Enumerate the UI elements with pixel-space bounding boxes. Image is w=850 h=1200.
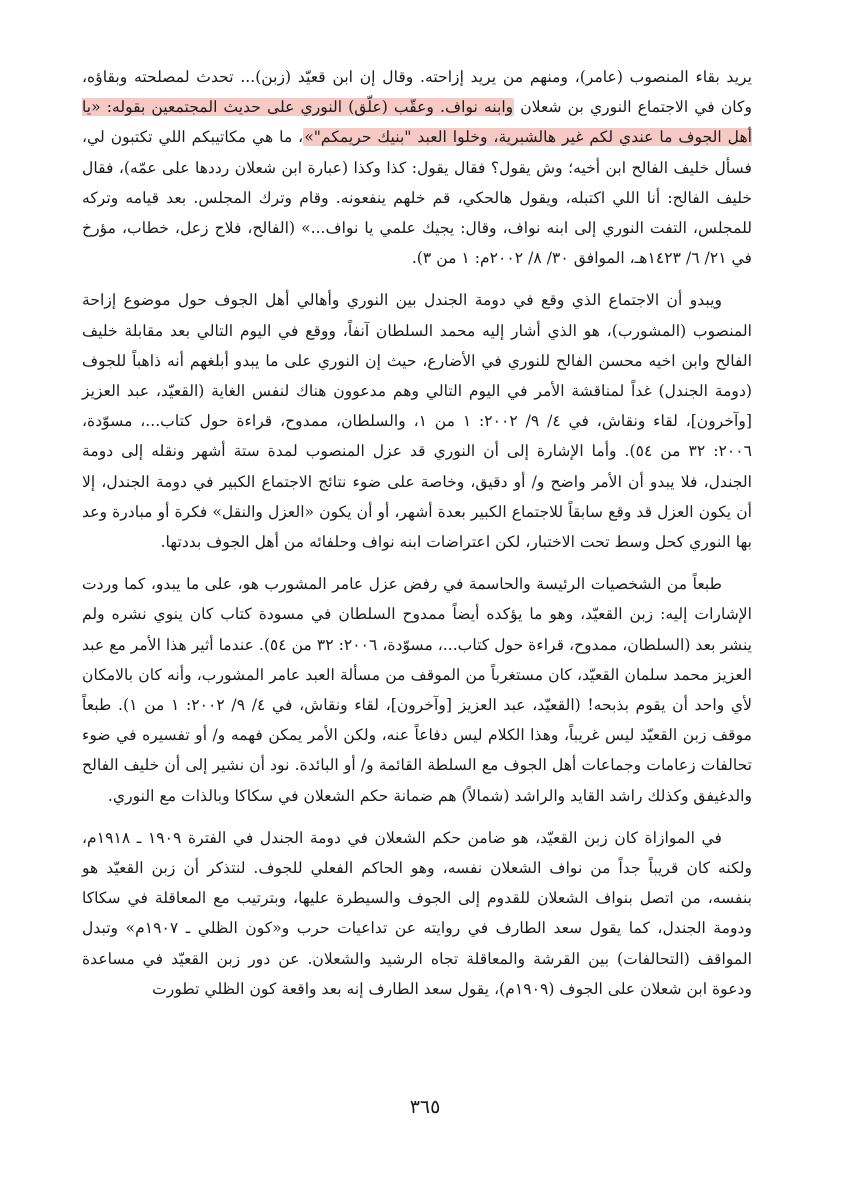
paragraph-4: في الموازاة كان زبن القعيّد، هو ضامن حكم الشعلان في دومة الجندل في الفترة ١٩٠٩ ـ ١٩١٨م، ولكنه كان قريباً جداً من نواف الشعلان نفسه، وهو الحاكم الفعلي للجوف. لنتذكر أن زبن القعيّد هو بنفسه، من اتصل بنواف الشعلان للقدوم إلى الجوف والسيطرة عليها، وبترتيب مع المعاقلة في سكاكا ودومة الجندل، كما يقول سعد الطارف في روايته عن تداعيات حرب و«كون الظلي ـ ١٩٠٧م» وتبدل المواقف (التحالفات) بين القرشة والمعاقلة تجاه الرشيد والشعلان. عن دور زبن القعيّد في مساعدة ودعوة ابن شعلان على الجوف (١٩٠٩م)، يقول سعد الطارف إنه بعد واقعة كون الظلي تطورت	[82, 828, 752, 998]
page-body	[82, 62, 752, 1016]
paragraph-1-text-start: يريد بقاء المنصوب (عامر)، ومنهم من يريد إزاحته. وقال إن ابن قعيّد (زبن)... تحدث لمصلحته وبقاؤه، وكان في الاجتماع النوري بن شعلان	[82, 68, 752, 117]
paragraph-2: ويبدو أن الاجتماع الذي وقع في دومة الجندل بين النوري وأهالي أهل الجوف حول موضوع إزاحة المنصوب (المشورب)، هو الذي أشار إليه محمد السلطان آنفاً، ووقع في اليوم التالي بعد مقابلة خليف الفالح وابن اخيه محسن الفالح للنوري في الأضارع، حيث إن النوري على ما يبدو أبلغهم أنه ذاهباً للجوف (دومة الجندل) غداً لمناقشة الأمر في اليوم التالي وهم مدعوون هناك لنفس الغاية (القعيّد، عبد العزيز [وآخرون]، لقاء ونقاش، في ٤/ ٩/ ٢٠٠٢: ١ من ١، والسلطان، ممدوح، قراءة حول كتاب...، مسوّدة، ٢٠٠٦: ٣٢ من ٥٤). وأما الإشارة إلى أن النوري قد عزل المنصوب لمدة ستة أشهر ونقله إلى دومة الجندل، فلا يبدو أن الأمر واضح و/ أو دقيق، وخاصة على ضوء نتائج الاجتماع الكبير في دومة الجندل، إلا أن يكون العزل قد وقع سابقاً للاجتماع الكبير بعدة أشهر، أو أن يكون «العزل والنقل» فكرة أو مبادرة وعد بها النوري كحل وسط تحت الاختبار، لكن اعتراضات ابنه نواف وحلفائه من أهل الجوف بددتها.	[82, 291, 752, 552]
paragraph-1	[82, 62, 752, 273]
paragraph-3: طبعاً من الشخصيات الرئيسة والحاسمة في رفض عزل عامر المشورب هو، على ما يبدو، كما وردت الإشارات إليه: زبن القعيّد، وهو ما يؤكده أيضاً ممدوح السلطان في مسودة كتاب كان ينوي نشره ولم ينشر بعد (السلطان، ممدوح، قراءة حول كتاب...، مسوّدة، ٢٠٠٦: ٣٢ من ٥٤). عندما أثير هذا الأمر مع عبد العزيز محمد سلمان القعيّد، كان مستغرباً من الموقف من مسألة العبد عامر المشورب، وأنه كان بالامكان لأي واحد أن يقوم بذبحه! (القعيّد، عبد العزيز [وآخرون]، لقاء ونقاش، في ٤/ ٩/ ٢٠٠٢: ١ من ١). طبعاً موقف زبن القعيّد ليس غريباً، وهذا الكلام ليس دفاعاً عنه، ولكن الأمر يمكن فهمه و/ أو تفسيره في ضوء تحالفات زعامات وجماعات أهل الجوف مع السلطة القائمة و/ أو البائدة. نود أن نشير إلى أن خليف الفالح والدغيفق وكذلك راشد القايد والراشد (شمالاً) هم ضمانة حكم الشعلان في سكاكا وبالذات مع النوري.	[82, 575, 753, 805]
page-number: ٣٦٥	[409, 1096, 441, 1118]
highlighted-quote: وابنه نواف. وعقّب (علّق) النوري على حديث المجتمعين بقوله: «يا أهل الجوف ما عندي لكم غير هالشبرية، وخلوا العبد "بنيك حريمكم"»	[82, 98, 753, 147]
paragraph-1-text-end: ، ما هي مكاتيبكم اللي تكتبون لي، فسأل خليف الفالح ابن أخيه؛ وش يقول؟ فقال يقول: كذا وكذا (عبارة ابن شعلان رددها على عمّه)، فقال خليف الفالح: أنا اللي اكتبله، ويقول هالحكي، قم خلهم ينفعونه. وقام وترك المجلس. بعد قيامه وتركه للمجلس، التفت النوري إلى ابنه نواف، وقال: يجيك علمي يا نواف...» (الفالح، فلاح زعل، خطاب، مؤرخ في ٢١/ ٦/ ١٤٢٣هـ، الموافق ٣٠/ ٨/ ٢٠٠٢م: ١ من ٣).	[82, 128, 752, 268]
